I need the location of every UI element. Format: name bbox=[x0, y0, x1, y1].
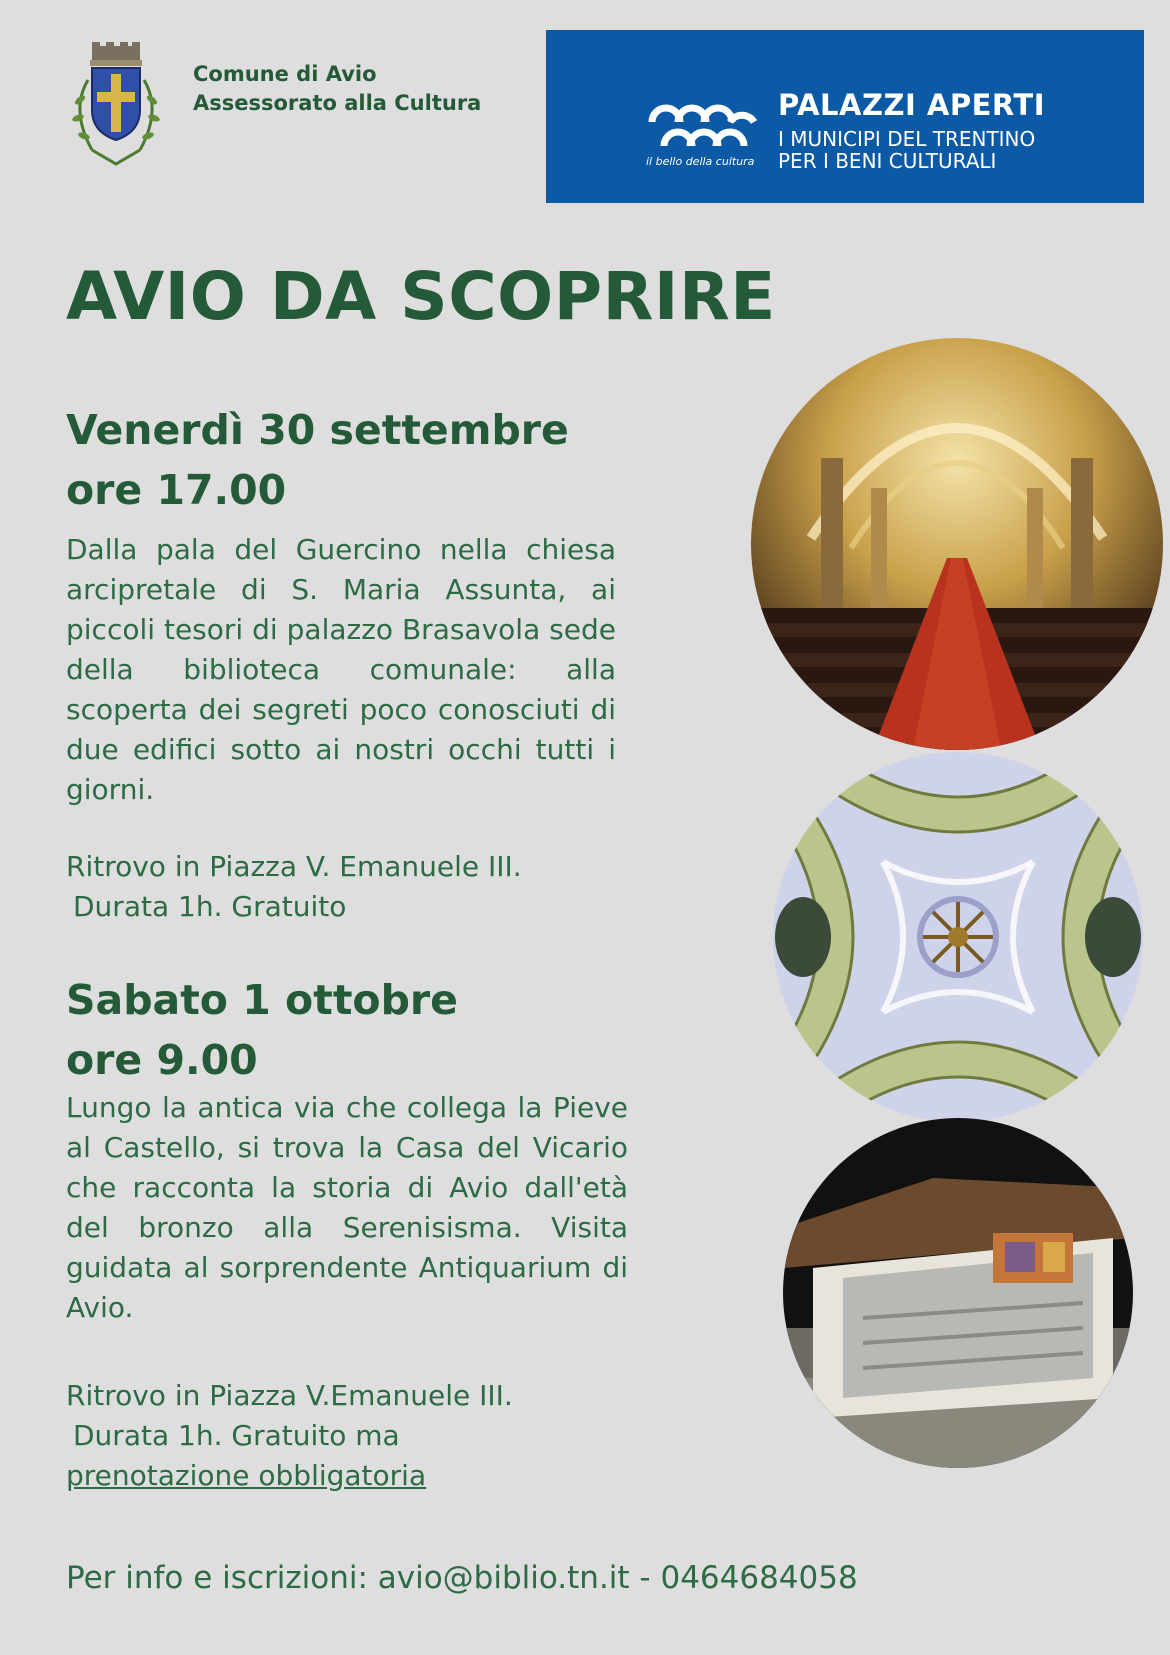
booking-required-link[interactable]: prenotazione obbligatoria bbox=[66, 1459, 427, 1492]
page-title: AVIO DA SCOPRIRE bbox=[66, 258, 776, 335]
comune-line-2: Assessorato alla Cultura bbox=[193, 91, 482, 115]
church-interior-photo bbox=[751, 338, 1163, 750]
palazzi-aperti-banner bbox=[546, 30, 1144, 203]
banner-title: PALAZZI APERTI bbox=[778, 88, 1046, 122]
event-2-heading bbox=[66, 970, 458, 1090]
banner-tagline-italic: bello bbox=[655, 155, 683, 168]
banner-subtitle: I MUNICIPI DEL TRENTINO PER I BENI CULTURALI bbox=[778, 127, 1036, 173]
arches-logo-icon bbox=[646, 88, 758, 152]
event-2-meeting: Ritrovo in Piazza V.Emanuele III. bbox=[66, 1379, 513, 1412]
comune-line-1: Comune di Avio bbox=[193, 62, 377, 86]
event-1-date: Venerdì 30 settembre bbox=[66, 406, 569, 454]
event-2-details: Durata 1h. Gratuito ma bbox=[73, 1419, 400, 1452]
event-1-time: ore 17.00 bbox=[66, 466, 287, 514]
frescoed-ceiling-photo bbox=[773, 752, 1143, 1122]
event-2-time: ore 9.00 bbox=[66, 1036, 258, 1084]
event-1-description: Dalla pala del Guercino nella chiesa arcipretale di S. Maria Assunta, ai piccoli tesori di palazzo Brasavola sede della biblioteca comunale: alla scoperta dei segreti poco conosciuti di due edifici sotto ai nostri occhi tutti i giorni. bbox=[66, 533, 616, 806]
event-1-meeting: Ritrovo in Piazza V. Emanuele III. bbox=[66, 850, 522, 883]
event-2-date: Sabato 1 ottobre bbox=[66, 976, 458, 1024]
antiquarium-photo bbox=[783, 1118, 1133, 1468]
contact-info: Per info e iscrizioni: avio@biblio.tn.it - 0464684058 bbox=[66, 1560, 858, 1596]
event-1-info bbox=[66, 847, 626, 927]
comune-crest-logo bbox=[62, 40, 170, 170]
comune-name bbox=[193, 60, 481, 118]
event-2-description: Lungo la antica via che collega la Pieve al Castello, si trova la Casa del Vicario che racconta la storia di Avio dall'età del bronzo alla Serenisisma. Visita guidata al sorprendente Antiquarium di Avio. bbox=[66, 1091, 628, 1324]
event-1-heading bbox=[66, 400, 569, 520]
banner-tagline: il bello della cultura bbox=[646, 155, 755, 168]
event-2-info bbox=[66, 1376, 626, 1496]
event-1-details: Durata 1h. Gratuito bbox=[73, 890, 347, 923]
